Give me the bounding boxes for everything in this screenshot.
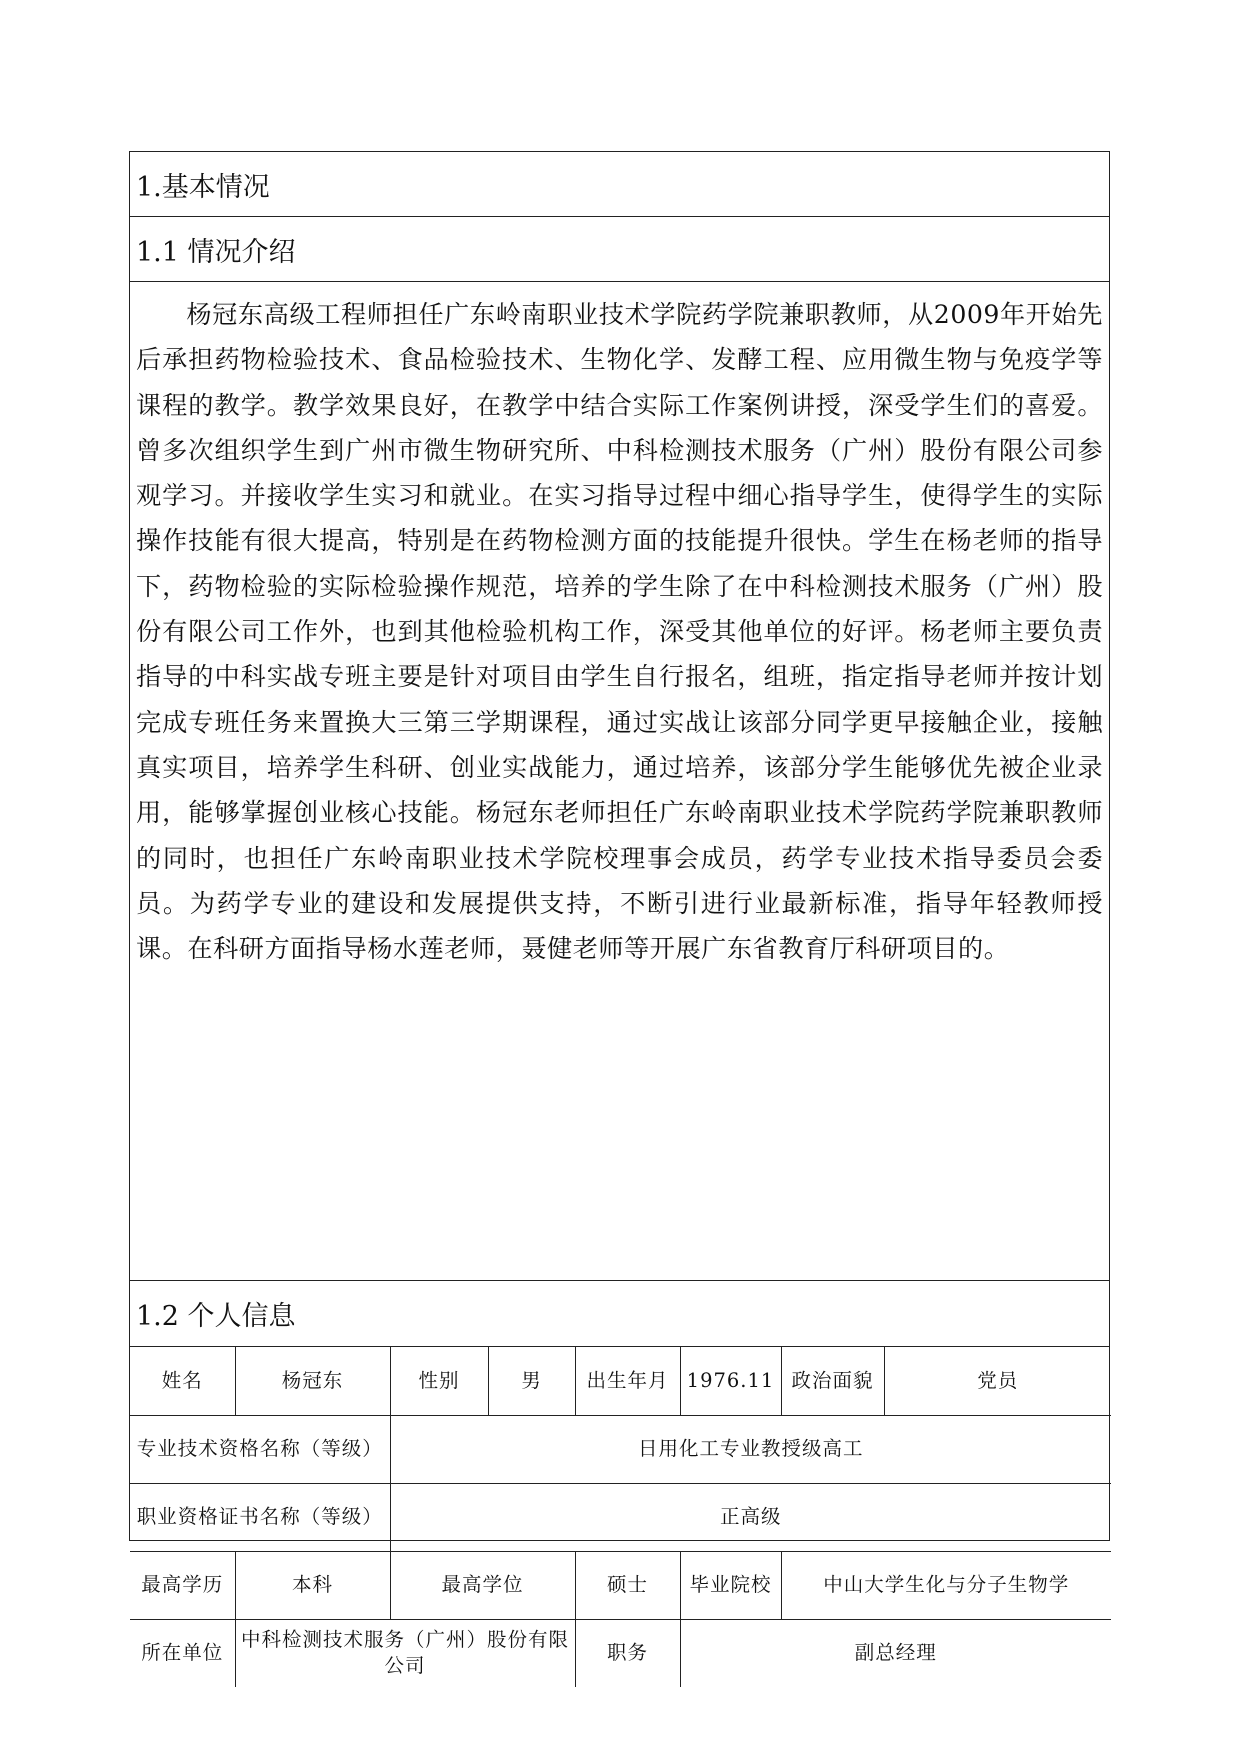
table-row <box>130 1551 1111 1619</box>
education-value: 本科 <box>235 1551 390 1619</box>
vocational-value: 正高级 <box>390 1483 1111 1551</box>
gender-label: 性别 <box>390 1347 488 1415</box>
table-row <box>130 1619 1111 1687</box>
gender-value: 男 <box>488 1347 575 1415</box>
birth-value: 1976.11 <box>680 1347 781 1415</box>
personal-info-table <box>130 1347 1111 1687</box>
tech-title-label: 专业技术资格名称（等级） <box>130 1415 390 1483</box>
intro-title: 1.1 情况介绍 <box>130 217 1109 282</box>
form-frame <box>129 151 1110 1678</box>
employer-label: 所在单位 <box>130 1619 235 1687</box>
tech-title-value: 日用化工专业教授级高工 <box>390 1415 1111 1483</box>
position-value: 副总经理 <box>680 1619 1111 1687</box>
table-row <box>130 1415 1111 1483</box>
table-row <box>130 1483 1111 1551</box>
school-label: 毕业院校 <box>680 1551 781 1619</box>
table-row <box>130 1347 1111 1415</box>
school-value: 中山大学生化与分子生物学 <box>781 1551 1111 1619</box>
education-label: 最高学历 <box>130 1551 235 1619</box>
personal-info-title: 1.2 个人信息 <box>130 1281 1109 1347</box>
section-title: 1.基本情况 <box>130 152 1109 217</box>
position-label: 职务 <box>575 1619 680 1687</box>
name-value: 杨冠东 <box>235 1347 390 1415</box>
political-label: 政治面貌 <box>781 1347 884 1415</box>
intro-text: 杨冠东高级工程师担任广东岭南职业技术学院药学院兼职教师，从2009年开始先后承担药物检验技术、食品检验技术、生物化学、发酵工程、应用微生物与免疫学等课程的教学。教学效果良好，在教学中结合实际工作案例讲授，深受学生们的喜爱。曾多次组织学生到广州市微生物研究所、中科检测技术服务（广州）股份有限公司参观学习。并接收学生实习和就业。在实习指导过程中细心指导学生，使得学生的实际操作技能有很大提高，特别是在药物检测方面的技能提升很快。学生在杨老师的指导下，药物检验的实际检验操作规范，培养的学生除了在中科检测技术服务（广州）股份有限公司工作外，也到其他检验机构工作，深受其他单位的好评。杨老师主要负责指导的中科实战专班主要是针对项目由学生自行报名，组班，指定指导老师并按计划完成专班任务来置换大三第三学期课程，通过实战让该部分同学更早接触企业，接触真实项目，培养学生科研、创业实战能力，通过培养，该部分学生能够优先被企业录用，能够掌握创业核心技能。杨冠东老师担任广东岭南职业技术学院药学院兼职教师的同时，也担任广东岭南职业技术学院校理事会成员，药学专业技术指导委员会委员。为药学专业的建设和发展提供支持，不断引进行业最新标准，指导年轻教师授课。在科研方面指导杨水莲老师，聂健老师等开展广东省教育厅科研项目的。 <box>130 282 1109 1281</box>
vocational-label: 职业资格证书名称（等级） <box>130 1483 390 1551</box>
political-value: 党员 <box>884 1347 1111 1415</box>
name-label: 姓名 <box>130 1347 235 1415</box>
employer-value: 中科检测技术服务（广州）股份有限公司 <box>235 1619 575 1687</box>
birth-label: 出生年月 <box>575 1347 680 1415</box>
degree-label: 最高学位 <box>390 1551 575 1619</box>
degree-value: 硕士 <box>575 1551 680 1619</box>
